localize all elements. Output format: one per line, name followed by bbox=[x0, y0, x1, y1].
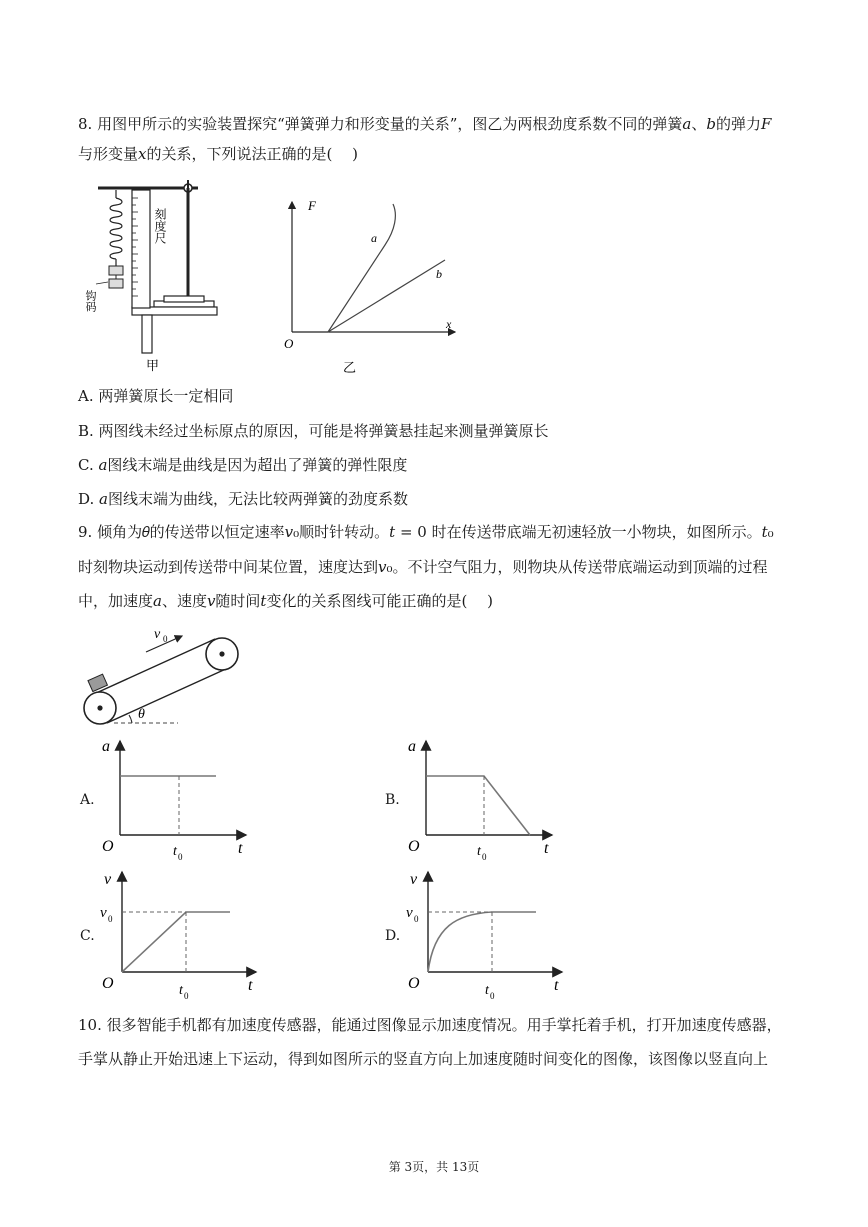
q8-figure-yi bbox=[270, 190, 470, 380]
graph-d-t0-sub: 0 bbox=[490, 991, 495, 1001]
q9-graph-d bbox=[402, 866, 577, 1006]
q8-stem-line-1: 8. 用图甲所示的实验装置探究“弹簧弹力和形变量的关系”，图乙为两根劲度系数不同的弹簧𝑎、𝑏的弹力𝐹 bbox=[78, 115, 772, 133]
q8-hook-label: 钩码 bbox=[84, 290, 96, 312]
q10-stem-line-2: 手掌从静止开始迅速上下运动，得到如图所示的竖直方向上加速度随时间变化的图像，该图像以竖直向上 bbox=[78, 1050, 769, 1068]
q8-line-b bbox=[328, 260, 445, 332]
graph-d-y-label: v bbox=[410, 871, 418, 888]
graph-d-x-label: t bbox=[554, 977, 559, 994]
q9-option-b-label: B. bbox=[385, 792, 400, 808]
graph-a-origin: O bbox=[102, 838, 114, 855]
graph-d-origin: O bbox=[408, 975, 420, 992]
graph-b-x-label: t bbox=[544, 840, 549, 857]
q9-option-a-label: A. bbox=[80, 792, 95, 808]
q9-velocity-sub: 0 bbox=[163, 634, 168, 644]
q9-graph-a bbox=[96, 735, 266, 865]
graph-a-t0: t bbox=[173, 844, 177, 859]
q9-angle-theta: θ bbox=[138, 707, 145, 722]
q8-axis-F: F bbox=[308, 198, 316, 213]
graph-c-t0: t bbox=[179, 983, 183, 998]
graph-c-v0: v bbox=[100, 905, 107, 921]
q8-axis-x: x bbox=[446, 317, 452, 331]
q9-belt-figure bbox=[74, 620, 254, 730]
q9-stem-line-2: 时刻物块运动到传送带中间某位置，速度达到𝑣₀。不计空气阻力，则物块从传送带底端运动到顶端的过程 bbox=[78, 558, 768, 576]
q9-stem-line-1: 9. 倾角为𝜃的传送带以恒定速率𝑣₀顺时针转动。𝑡 = 0 时在传送带底端无初速轻放一小物块，如图所示。𝑡₀ bbox=[78, 523, 774, 541]
graph-c-origin: O bbox=[102, 975, 114, 992]
page-footer: 第 3页，共 13页 bbox=[388, 1160, 480, 1174]
graph-d-v0: v bbox=[406, 905, 413, 921]
q9-graph-c bbox=[96, 866, 271, 1006]
q8-label-b: b bbox=[436, 267, 442, 281]
q9-option-c-label: C. bbox=[80, 928, 95, 944]
graph-b-origin: O bbox=[408, 838, 420, 855]
graph-a-y-label: a bbox=[102, 738, 110, 755]
q9-velocity-label: v bbox=[154, 627, 161, 642]
q8-option-b: B. 两图线未经过坐标原点的原因，可能是将弹簧悬挂起来测量弹簧原长 bbox=[78, 422, 549, 440]
graph-c-x-label: t bbox=[248, 977, 253, 994]
q8-stem-line-2: 与形变量𝑥的关系，下列说法正确的是( ) bbox=[78, 145, 358, 163]
q8-option-a: A. 两弹簧原长一定相同 bbox=[78, 387, 234, 405]
graph-a-x-label: t bbox=[238, 840, 243, 857]
q8-ruler-label: 刻度尺 bbox=[153, 208, 167, 244]
graph-c-y-label: v bbox=[104, 871, 112, 888]
q9-stem-line-3: 中，加速度𝑎、速度𝑣随时间𝑡变化的关系图线可能正确的是( ) bbox=[78, 592, 493, 610]
q8-option-d: D. 𝑎图线末端为曲线，无法比较两弹簧的劲度系数 bbox=[78, 490, 408, 508]
q8-line-a bbox=[328, 204, 395, 332]
q8-label-a: a bbox=[371, 231, 377, 245]
q9-option-d-label: D. bbox=[385, 928, 401, 944]
q8-origin: O bbox=[284, 336, 294, 351]
q8-caption-jia: 甲 bbox=[146, 358, 160, 373]
q8-figure-jia bbox=[80, 178, 225, 378]
graph-c-t0-sub: 0 bbox=[184, 991, 189, 1001]
q8-option-c: C. 𝑎图线末端是曲线是因为超出了弹簧的弹性限度 bbox=[78, 456, 408, 474]
q8-caption-yi: 乙 bbox=[343, 360, 357, 375]
graph-d-v0-sub: 0 bbox=[414, 914, 419, 924]
graph-a-t0-sub: 0 bbox=[178, 852, 183, 862]
graph-c-v0-sub: 0 bbox=[108, 914, 113, 924]
graph-b-t0-sub: 0 bbox=[482, 852, 487, 862]
graph-b-y-label: a bbox=[408, 738, 416, 755]
q9-graph-b bbox=[402, 735, 572, 865]
graph-d-t0: t bbox=[485, 983, 489, 998]
graph-b-t0: t bbox=[477, 844, 481, 859]
q10-stem-line-1: 10. 很多智能手机都有加速度传感器，能通过图像显示加速度情况。用手掌托着手机，打开加速度传感器， bbox=[78, 1016, 782, 1034]
